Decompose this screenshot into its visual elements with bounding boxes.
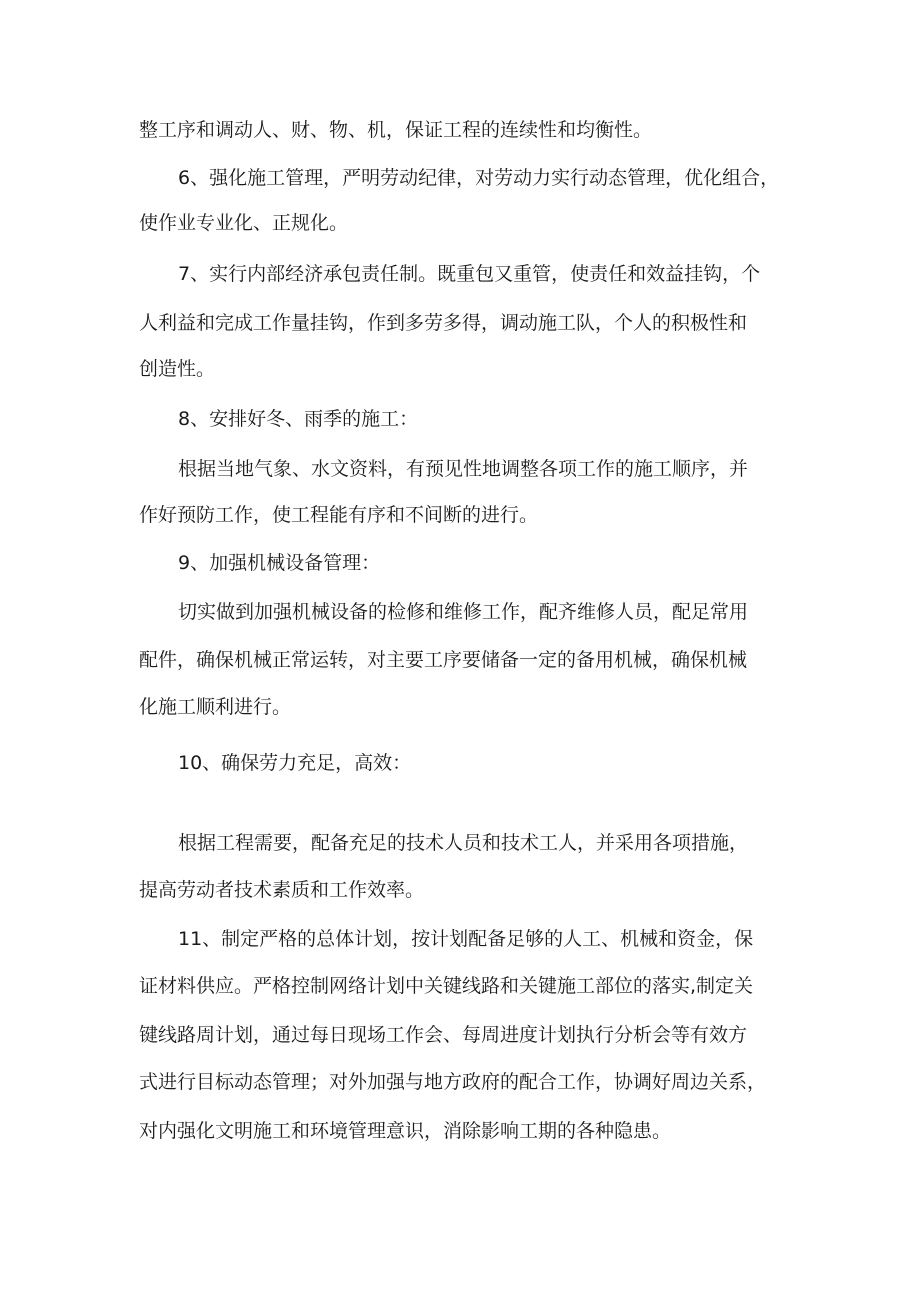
paragraph-line: 配件，确保机械正常运转，对主要工序要储备一定的备用机械，确保机械 (139, 649, 748, 671)
paragraph-line: 人利益和完成工作量挂钩，作到多劳多得，调动施工队，个人的积极性和 (139, 312, 748, 334)
paragraph-line: 创造性。 (139, 358, 216, 380)
paragraph-line: 8、安排好冬、雨季的施工： (178, 408, 419, 430)
paragraph-line: 10、确保劳力充足，高效： (178, 752, 412, 774)
paragraph-line: 切实做到加强机械设备的检修和维修工作，配齐维修人员，配足常用 (178, 601, 749, 623)
paragraph-line: 9、加强机械设备管理： (178, 552, 381, 574)
paragraph-line: 化施工顺利进行。 (139, 696, 292, 718)
paragraph-line: 7、实行内部经济承包责任制。既重包又重管，使责任和效益挂钩，个 (178, 263, 761, 285)
paragraph-line: 提高劳动者技术素质和工作效率。 (139, 879, 425, 901)
paragraph-line: 整工序和调动人、财、物、机，保证工程的连续性和均衡性。 (139, 119, 653, 141)
paragraph-line: 作好预防工作，使工程能有序和不间断的进行。 (139, 504, 539, 526)
paragraph-line: 键线路周计划，通过每日现场工作会、每周进度计划执行分析会等有效方 (139, 1024, 748, 1046)
paragraph-line: 对内强化文明施工和环境管理意识，消除影响工期的各种隐患。 (139, 1120, 672, 1142)
paragraph-line: 使作业专业化、正规化。 (139, 212, 349, 234)
paragraph-line: 根据工程需要，配备充足的技术人员和技术工人，并采用各项措施， (178, 832, 749, 854)
paragraph-line: 根据当地气象、水文资料，有预见性地调整各项工作的施工顺序，并 (178, 458, 749, 480)
paragraph-line: 6、强化施工管理，严明劳动纪律，对劳动力实行动态管理，优化组合， (178, 167, 780, 189)
paragraph-line: 式进行目标动态管理；对外加强与地方政府的配合工作，协调好周边关系， (139, 1071, 767, 1093)
paragraph-line: 11、制定严格的总体计划，按计划配备足够的人工、机械和资金，保 (178, 928, 754, 950)
paragraph-line: 证材料供应。严格控制网络计划中关键线路和关键施工部位的落实,制定关 (139, 975, 754, 997)
